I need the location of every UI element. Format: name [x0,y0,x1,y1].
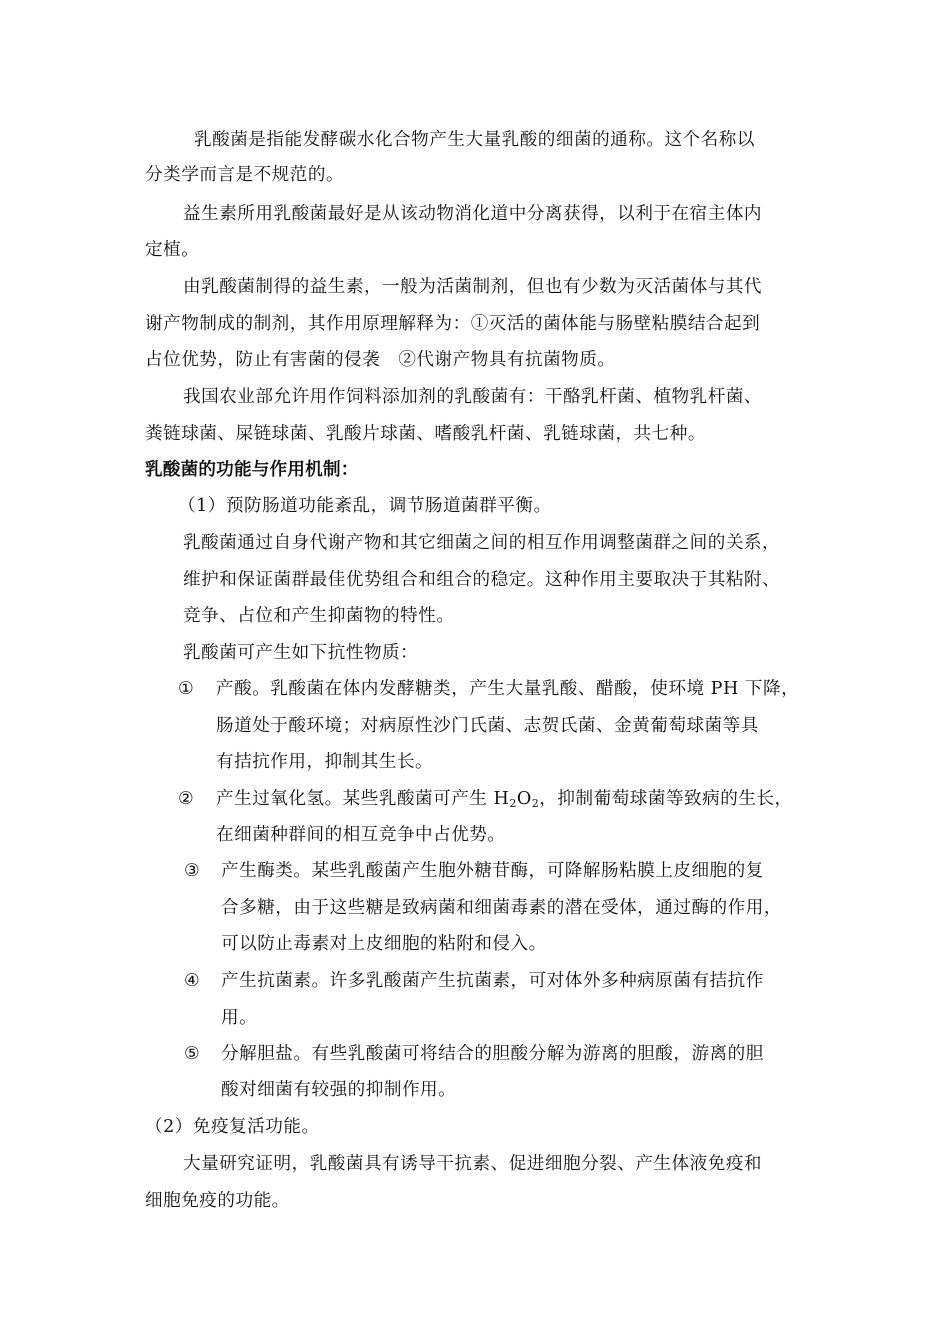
list-item-line: 合多糖，由于这些糖是致病菌和细菌毒素的潜在受体，通过酶的作用， [221,898,782,918]
list-intro: 乳酸菌可产生如下抗性物质： [183,643,419,663]
list-item-line: 肠道处于酸环境；对病原性沙门氏菌、志贺氏菌、金黄葡萄球菌等具 [216,716,759,736]
paragraph-line: 益生素所用乳酸菌最好是从该动物消化道中分离获得，以利于在宿主体内 [183,204,763,224]
list-item-line: 产生酶类。某些乳酸菌产生胞外糖苷酶，可降解肠粘膜上皮细胞的复 [221,861,764,881]
list-item-line: 分解胆盐。有些乳酸菌可将结合的胆酸分解为游离的胆酸，游离的胆 [221,1044,764,1064]
paragraph-line: 谢产物制成的制剂，其作用原理解释为：①灭活的菌体能与肠壁粘膜结合起到 [145,314,761,334]
subscript: 2 [509,797,517,810]
paragraph-line: 竞争、占位和产生抑菌物的特性。 [183,606,455,626]
list-marker: ⑤ [184,1044,200,1064]
text-run: 产生过氧化氢。某些乳酸菌可产生 H [216,789,510,809]
paragraph-line: 分类学而言是不规范的。 [145,165,345,185]
subsection-title: （2）免疫复活功能。 [145,1117,320,1137]
list-marker: ③ [184,861,200,881]
section-heading: 乳酸菌的功能与作用机制： [145,459,359,480]
list-item-line [216,787,793,811]
paragraph-line: 乳酸菌是指能发酵碳水化合物产生大量乳酸的细菌的通称。这个名称以 [194,130,755,150]
paragraph-line: 占位优势，防止有害菌的侵袭 ②代谢产物具有抗菌物质。 [145,350,616,370]
paragraph-line: 乳酸菌通过自身代谢产物和其它细菌之间的相互作用调整菌群之间的关系， [183,533,781,553]
list-item-line: 酸对细菌有较强的抑制作用。 [221,1080,457,1100]
list-marker: ① [178,679,194,699]
paragraph-line: 细胞免疫的功能。 [145,1191,290,1211]
subsection-title: （1）预防肠道功能紊乱，调节肠道菌群平衡。 [178,496,552,516]
list-marker: ② [178,789,194,809]
paragraph-line: 由乳酸菌制得的益生素，一般为活菌制剂，但也有少数为灭活菌体与其代 [183,277,763,297]
list-marker: ④ [184,971,200,991]
list-item-line: 有拮抗作用，抑制其生长。 [216,752,434,772]
paragraph-line: 定植。 [145,240,200,260]
paragraph-line: 我国农业部允许用作饲料添加剂的乳酸菌有：干酪乳杆菌、植物乳杆菌、 [183,387,763,407]
subscript: 2 [531,797,540,810]
list-item-line: 产生抗菌素。许多乳酸菌产生抗菌素，可对体外多种病原菌有拮抗作 [221,971,764,991]
list-item-line: 在细菌种群间的相互竞争中占优势。 [216,825,506,845]
list-item-line: 可以防止毒素对上皮细胞的粘附和侵入。 [221,934,547,954]
text-run: O [516,789,532,809]
list-item-line: 产酸。乳酸菌在体内发酵糖类，产生大量乳酸、醋酸，使环境 PH 下降， [216,679,800,699]
paragraph-line: 维护和保证菌群最佳优势组合和组合的稳定。这种作用主要取决于其粘附、 [183,570,781,590]
text-run: ，抑制葡萄球菌等致病的生长， [539,789,793,809]
list-item-line: 用。 [221,1008,258,1028]
paragraph-line: 粪链球菌、屎链球菌、乳酸片球菌、嗜酸乳杆菌、乳链球菌，共七种。 [145,424,706,444]
paragraph-line: 大量研究证明，乳酸菌具有诱导干抗素、促进细胞分裂、产生体液免疫和 [183,1154,763,1174]
